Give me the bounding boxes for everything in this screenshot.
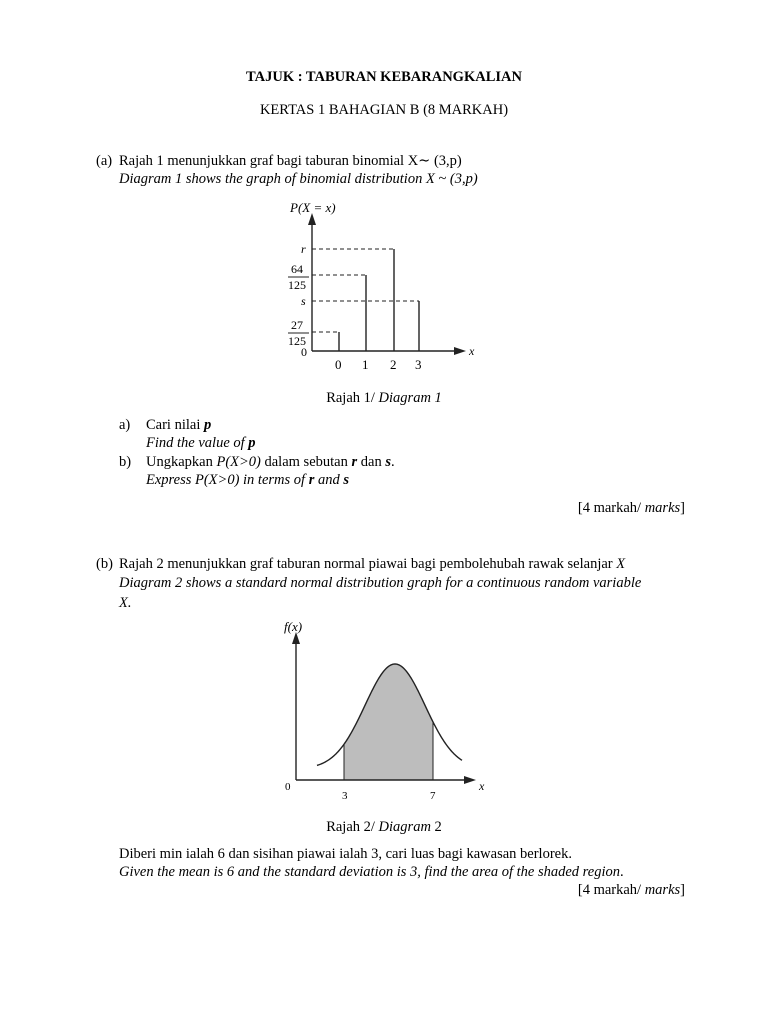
diagram-2-origin: 0 (285, 781, 291, 793)
diagram-1-caption: Rajah 1/ Diagram 1 (326, 390, 442, 406)
question-b-ms: Ungkapkan P(X>0) dalam sebutan r dan s. (146, 454, 395, 470)
part-a-label: (a) (96, 153, 113, 169)
y-label-r: r (301, 242, 306, 256)
question-a-label: a) (119, 417, 131, 433)
diagram-2-x-axis-label: x (479, 779, 485, 793)
page-subtitle: KERTAS 1 BAHAGIAN B (8 MARKAH) (259, 102, 509, 118)
x-tick-1: 1 (362, 357, 369, 372)
diagram-1-y-axis-label: P(X = x) (290, 200, 336, 215)
diagram-2-caption: Rajah 2/ Diagram 2 (326, 819, 442, 835)
y-label-27: 27 (291, 318, 303, 332)
part-a-line-en: Diagram 1 shows the graph of binomial distribution X ~ (3,p) (119, 171, 478, 187)
y-label-125b: 125 (288, 334, 306, 348)
part-a-line-ms: Rajah 1 menunjukkan graf bagi taburan binomial X∼ (3,p) (119, 153, 462, 169)
given-en: Given the mean is 6 and the standard deviation is 3, find the area of the shaded region. (119, 864, 624, 880)
part-b-line-en2: X. (119, 595, 132, 611)
part-b-line-en1: Diagram 2 shows a standard normal distribution graph for a continuous random variable (119, 575, 642, 591)
x-tick-3: 3 (415, 357, 422, 372)
part-a-marks: [4 markah/ marks] (577, 500, 685, 516)
diagram-1-binomial-graph (270, 193, 490, 373)
diagram-1-origin: 0 (301, 345, 307, 359)
part-b-line-ms: Rajah 2 menunjukkan graf taburan normal piawai bagi pembolehubah rawak selanjar X (119, 556, 626, 572)
diagram-2-normal-graph (262, 614, 502, 804)
question-b-label: b) (119, 454, 132, 470)
y-label-64: 64 (291, 262, 303, 276)
y-label-125a: 125 (288, 278, 306, 292)
tick-label-3: 3 (342, 790, 348, 802)
given-ms: Diberi min ialah 6 dan sisihan piawai ialah 3, cari luas bagi kawasan berlorek. (119, 846, 572, 862)
x-tick-2: 2 (390, 357, 397, 372)
part-b-marks: [4 markah/ marks] (577, 882, 685, 898)
y-label-s: s (301, 294, 306, 308)
question-a-ms: Cari nilai p (146, 417, 212, 433)
diagram-2-y-axis-label: f(x) (284, 619, 303, 634)
question-a-en: Find the value of p (146, 435, 256, 451)
diagram-1-x-axis-label: x (469, 344, 475, 358)
part-b-label: (b) (96, 556, 113, 572)
tick-label-7: 7 (430, 790, 436, 802)
page-title: TAJUK : TABURAN KEBARANGKALIAN (246, 69, 522, 85)
x-tick-0: 0 (335, 357, 342, 372)
question-b-en: Express P(X>0) in terms of r and s (146, 472, 349, 488)
